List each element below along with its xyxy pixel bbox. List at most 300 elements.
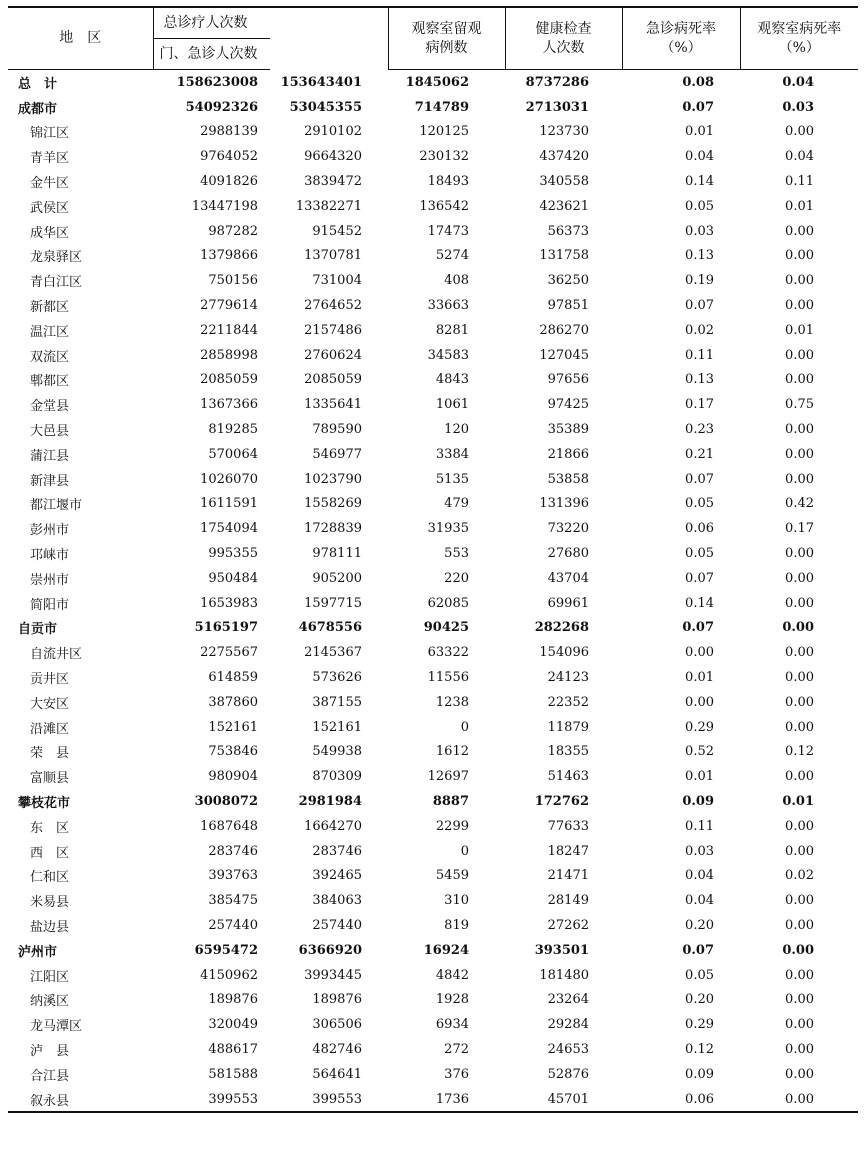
observation-mortality-cell: 0.00 — [785, 992, 814, 1008]
outpatient-emergency-cell: 1728839 — [304, 521, 362, 537]
outpatient-emergency-cell: 9664320 — [304, 149, 362, 165]
table-row — [8, 591, 858, 616]
health-checks-cell: 56373 — [547, 223, 589, 239]
table-row — [8, 864, 858, 889]
emergency-mortality-cell: 0.07 — [682, 99, 714, 115]
table-row — [8, 492, 858, 517]
observation-cases-cell: 714789 — [414, 99, 469, 115]
outpatient-emergency-cell: 3839472 — [304, 174, 362, 190]
total-visits-cell: 750156 — [208, 273, 258, 289]
emergency-mortality-cell: 0.07 — [685, 570, 714, 586]
region-name-cell: 合江县 — [30, 1068, 70, 1084]
observation-cases-cell: 310 — [444, 893, 469, 909]
observation-cases-cell: 31935 — [427, 521, 469, 537]
region-name-cell: 金堂县 — [30, 399, 70, 415]
observation-cases-cell: 819 — [444, 917, 469, 933]
region-name-cell: 温江区 — [30, 324, 70, 340]
emergency-mortality-cell: 0.04 — [685, 893, 714, 909]
observation-cases-cell: 376 — [444, 1066, 469, 1082]
observation-mortality-cell: 0.42 — [785, 496, 814, 512]
emergency-mortality-cell: 0.13 — [685, 372, 714, 388]
health-checks-cell: 172762 — [534, 794, 589, 809]
observation-cases-cell: 3384 — [435, 446, 469, 462]
region-name-cell: 大邑县 — [30, 424, 70, 440]
table-row — [8, 144, 858, 169]
table-row — [8, 95, 858, 120]
total-visits-cell: 570064 — [208, 446, 258, 462]
health-checks-cell: 69961 — [547, 595, 589, 611]
total-visits-cell: 488617 — [208, 1041, 258, 1057]
region-name-cell: 贡井区 — [30, 672, 70, 688]
health-checks-cell: 21866 — [547, 446, 589, 462]
emergency-mortality-cell: 0.05 — [685, 967, 714, 983]
observation-cases-cell: 2299 — [435, 818, 469, 834]
table-row — [8, 417, 858, 442]
outpatient-emergency-cell: 2145367 — [304, 645, 362, 661]
region-name-cell: 崇州市 — [30, 572, 70, 588]
outpatient-emergency-cell: 1335641 — [304, 397, 362, 413]
outpatient-emergency-cell: 915452 — [312, 223, 362, 239]
table-row — [8, 888, 858, 913]
observation-mortality-cell: 0.04 — [785, 149, 814, 165]
total-visits-cell: 4150962 — [200, 967, 258, 983]
observation-cases-cell: 5274 — [435, 248, 469, 264]
outpatient-emergency-cell: 546977 — [312, 446, 362, 462]
table-row — [8, 219, 858, 244]
region-name-cell: 新津县 — [30, 473, 70, 489]
outpatient-emergency-cell: 731004 — [312, 273, 362, 289]
observation-mortality-cell: 0.01 — [785, 198, 814, 214]
observation-mortality-cell: 0.00 — [785, 422, 814, 438]
region-name-cell: 叙永县 — [8, 1087, 153, 1113]
observation-mortality-cell: 0.17 — [785, 521, 814, 537]
total-visits-cell: 158623008 — [176, 74, 258, 90]
health-checks-cell: 97851 — [547, 298, 589, 314]
outpatient-emergency-cell: 257440 — [312, 917, 362, 933]
table-row — [8, 1087, 858, 1113]
emergency-mortality-cell: 0.14 — [685, 174, 714, 190]
total-visits-cell: 3008072 — [194, 794, 258, 809]
table-row — [8, 665, 858, 690]
observation-mortality-cell: 0.00 — [782, 942, 814, 958]
table-row — [8, 1012, 858, 1037]
health-checks-cell: 123730 — [539, 124, 589, 140]
outpatient-emergency-cell: 1370781 — [304, 248, 362, 264]
emergency-mortality-cell: 0.29 — [685, 1017, 714, 1033]
table-row — [8, 442, 858, 467]
total-visits-cell: 819285 — [208, 422, 258, 438]
observation-mortality-cell: 0.00 — [785, 694, 814, 710]
health-checks-cell: 11879 — [547, 719, 589, 735]
total-visits-cell: 152161 — [208, 719, 258, 735]
outpatient-emergency-cell: 978111 — [312, 546, 362, 562]
table-row — [8, 987, 858, 1012]
observation-cases-cell: 1928 — [435, 992, 469, 1008]
emergency-mortality-cell: 0.00 — [685, 694, 714, 710]
health-checks-cell: 36250 — [547, 273, 589, 289]
emergency-mortality-cell: 0.01 — [685, 670, 714, 686]
table-row — [8, 839, 858, 864]
health-checks-cell: 423621 — [539, 198, 589, 214]
health-checks-cell: 22352 — [547, 694, 589, 710]
region-name-cell: 米易县 — [30, 895, 70, 911]
outpatient-emergency-cell: 2085059 — [304, 372, 362, 388]
outpatient-emergency-cell: 2981984 — [298, 794, 362, 809]
observation-mortality-cell: 0.00 — [785, 769, 814, 785]
region-name-cell: 青白江区 — [30, 275, 83, 291]
table-row — [8, 541, 858, 566]
observation-mortality-cell: 0.00 — [785, 471, 814, 487]
table-row — [8, 814, 858, 839]
health-checks-cell: 340558 — [539, 174, 589, 190]
observation-mortality-cell: 0.00 — [785, 917, 814, 933]
total-visits-cell: 1653983 — [200, 595, 258, 611]
observation-cases-cell: 8887 — [432, 794, 469, 809]
observation-cases-cell: 5459 — [435, 868, 469, 884]
total-visits-cell: 2085059 — [200, 372, 258, 388]
region-name-cell: 攀枝花市 — [18, 796, 71, 811]
header-observation-mortality: 观察室病死率（%） — [740, 7, 858, 70]
observation-mortality-cell: 0.00 — [785, 446, 814, 462]
total-visits-cell: 1611591 — [200, 496, 258, 512]
region-name-cell: 自贡市 — [18, 622, 58, 638]
observation-mortality-cell: 0.00 — [785, 893, 814, 909]
outpatient-emergency-cell: 4678556 — [298, 620, 362, 636]
health-checks-cell: 28149 — [547, 893, 589, 909]
total-visits-cell: 1754094 — [200, 521, 258, 537]
observation-cases-cell: 0 — [460, 719, 469, 735]
region-name-cell: 自流井区 — [30, 647, 83, 663]
observation-mortality-cell: 0.00 — [785, 1017, 814, 1033]
health-checks-cell: 23264 — [547, 992, 589, 1008]
health-checks-cell: 27262 — [547, 917, 589, 933]
outpatient-emergency-cell: 905200 — [312, 570, 362, 586]
outpatient-emergency-cell: 573626 — [312, 670, 362, 686]
outpatient-emergency-cell: 189876 — [312, 992, 362, 1008]
observation-mortality-cell: 0.00 — [785, 843, 814, 859]
outpatient-emergency-cell: 1597715 — [304, 595, 362, 611]
total-visits-cell: 54092326 — [185, 99, 258, 115]
observation-cases-cell: 408 — [444, 273, 469, 289]
observation-cases-cell: 479 — [444, 496, 469, 512]
total-visits-cell: 753846 — [208, 744, 258, 760]
observation-cases-cell: 1612 — [435, 744, 469, 760]
table-row — [8, 392, 858, 417]
statistics-table — [8, 6, 858, 1113]
total-visits-cell: 995355 — [208, 546, 258, 562]
observation-mortality-cell: 0.00 — [785, 124, 814, 140]
health-checks-cell: 97656 — [547, 372, 589, 388]
observation-mortality-cell: 0.00 — [785, 546, 814, 562]
outpatient-emergency-cell: 152161 — [312, 719, 362, 735]
table-body — [8, 70, 858, 1113]
health-checks-cell: 154096 — [539, 645, 589, 661]
observation-cases-cell: 11556 — [427, 670, 469, 686]
table-row — [8, 740, 858, 765]
observation-cases-cell: 230132 — [419, 149, 469, 165]
total-visits-cell: 393763 — [208, 868, 258, 884]
observation-cases-cell: 1238 — [435, 694, 469, 710]
region-name-cell: 锦江区 — [30, 126, 70, 142]
total-visits-cell: 6595472 — [194, 942, 258, 958]
total-visits-cell: 2988139 — [200, 124, 258, 140]
emergency-mortality-cell: 0.01 — [685, 769, 714, 785]
emergency-mortality-cell: 0.07 — [685, 471, 714, 487]
emergency-mortality-cell: 0.05 — [685, 496, 714, 512]
observation-cases-cell: 8281 — [435, 322, 469, 338]
observation-mortality-cell: 0.00 — [785, 273, 814, 289]
emergency-mortality-cell: 0.19 — [685, 273, 714, 289]
total-visits-cell: 257440 — [208, 917, 258, 933]
observation-mortality-cell: 0.00 — [782, 620, 814, 636]
region-name-cell: 成都市 — [18, 101, 58, 117]
observation-cases-cell: 90425 — [423, 620, 469, 636]
total-visits-cell: 4091826 — [200, 174, 258, 190]
header-emergency-mortality: 急诊病死率（%） — [622, 7, 740, 70]
outpatient-emergency-cell: 2157486 — [304, 322, 362, 338]
table-row — [8, 789, 858, 814]
health-checks-cell: 2713031 — [525, 99, 589, 115]
emergency-mortality-cell: 0.12 — [685, 1041, 714, 1057]
region-name-cell: 武侯区 — [30, 200, 70, 216]
emergency-mortality-cell: 0.05 — [685, 546, 714, 562]
table-row — [8, 913, 858, 938]
total-visits-cell: 581588 — [208, 1066, 258, 1082]
outpatient-emergency-cell: 549938 — [312, 744, 362, 760]
region-name-cell: 新都区 — [30, 300, 70, 316]
outpatient-emergency-cell: 870309 — [312, 769, 362, 785]
emergency-mortality-cell: 0.17 — [685, 397, 714, 413]
outpatient-emergency-cell: 1558269 — [304, 496, 362, 512]
health-checks-cell: 8737286 — [525, 74, 589, 90]
emergency-mortality-cell: 0.05 — [685, 198, 714, 214]
observation-cases-cell: 272 — [444, 1041, 469, 1057]
outpatient-emergency-cell: 53045355 — [289, 99, 362, 115]
observation-mortality-cell: 0.04 — [782, 74, 814, 90]
observation-mortality-cell: 0.00 — [785, 818, 814, 834]
region-name-cell: 仁和区 — [30, 870, 70, 886]
health-checks-cell: 282268 — [534, 620, 589, 636]
outpatient-emergency-cell: 564641 — [312, 1066, 362, 1082]
total-visits-cell: 1687648 — [200, 818, 258, 834]
header-total-visits: 总诊疗人次数 — [163, 14, 248, 31]
table-row — [8, 343, 858, 368]
observation-mortality-cell: 0.11 — [785, 174, 814, 190]
health-checks-cell: 53858 — [547, 471, 589, 487]
region-name-cell: 简阳市 — [30, 597, 70, 613]
table-row — [8, 616, 858, 641]
observation-cases-cell: 120 — [444, 422, 469, 438]
table-row — [8, 516, 858, 541]
table-row — [8, 690, 858, 715]
health-checks-cell: 393501 — [534, 942, 589, 958]
region-name-cell: 江阳区 — [30, 969, 70, 985]
emergency-mortality-cell: 0.01 — [685, 124, 714, 140]
total-visits-cell: 950484 — [208, 570, 258, 586]
outpatient-emergency-cell: 399553 — [270, 1087, 388, 1113]
emergency-mortality-cell: 0.06 — [622, 1087, 740, 1113]
table-row — [8, 1062, 858, 1087]
total-visits-cell: 399553 — [153, 1087, 270, 1113]
observation-cases-cell: 120125 — [419, 124, 469, 140]
observation-mortality-cell: 0.01 — [782, 794, 814, 809]
observation-mortality-cell: 0.75 — [785, 397, 814, 413]
total-visits-cell: 2779614 — [200, 298, 258, 314]
health-checks-cell: 51463 — [547, 769, 589, 785]
emergency-mortality-cell: 0.13 — [685, 248, 714, 264]
observation-cases-cell: 34583 — [427, 347, 469, 363]
total-visits-cell: 987282 — [208, 223, 258, 239]
observation-mortality-cell: 0.00 — [785, 967, 814, 983]
emergency-mortality-cell: 0.52 — [685, 744, 714, 760]
health-checks-cell: 437420 — [539, 149, 589, 165]
region-name-cell: 邛崃市 — [30, 548, 70, 564]
region-name-cell: 泸 县 — [30, 1043, 70, 1059]
observation-mortality-cell: 0.00 — [785, 1066, 814, 1082]
observation-cases-cell: 12697 — [427, 769, 469, 785]
observation-mortality-cell: 0.03 — [782, 99, 814, 115]
outpatient-emergency-cell: 2910102 — [304, 124, 362, 140]
health-checks-cell: 131758 — [539, 248, 589, 264]
emergency-mortality-cell: 0.11 — [685, 347, 714, 363]
region-name-cell: 荣 县 — [30, 746, 70, 762]
region-name-cell: 彭州市 — [30, 523, 70, 539]
observation-cases-cell: 17473 — [427, 223, 469, 239]
observation-mortality-cell: 0.00 — [785, 645, 814, 661]
health-checks-cell: 29284 — [547, 1017, 589, 1033]
emergency-mortality-cell: 0.20 — [685, 992, 714, 1008]
region-name-cell: 盐边县 — [30, 919, 70, 935]
total-visits-cell: 614859 — [208, 670, 258, 686]
observation-cases-cell: 4843 — [435, 372, 469, 388]
observation-mortality-cell: 0.00 — [785, 1041, 814, 1057]
health-checks-cell: 286270 — [539, 322, 589, 338]
health-checks-cell: 18247 — [547, 843, 589, 859]
table-row — [8, 120, 858, 145]
table-row — [8, 566, 858, 591]
region-name-cell: 东 区 — [30, 820, 70, 836]
health-checks-cell: 45701 — [505, 1087, 622, 1113]
health-checks-cell: 131396 — [539, 496, 589, 512]
table-row — [8, 318, 858, 343]
emergency-mortality-cell: 0.23 — [685, 422, 714, 438]
total-visits-cell: 385475 — [208, 893, 258, 909]
total-visits-cell: 320049 — [208, 1017, 258, 1033]
observation-cases-cell: 16924 — [423, 942, 469, 958]
observation-cases-cell: 5135 — [435, 471, 469, 487]
outpatient-emergency-cell: 384063 — [312, 893, 362, 909]
header-outpatient-emergency: 门、急诊人次数 — [153, 39, 270, 70]
outpatient-emergency-cell: 1023790 — [304, 471, 362, 487]
emergency-mortality-cell: 0.03 — [685, 223, 714, 239]
region-name-cell: 沿滩区 — [30, 721, 70, 737]
observation-mortality-cell: 0.00 — [785, 719, 814, 735]
observation-mortality-cell: 0.00 — [785, 248, 814, 264]
observation-mortality-cell: 0.00 — [785, 223, 814, 239]
observation-cases-cell: 6934 — [435, 1017, 469, 1033]
outpatient-emergency-cell: 789590 — [312, 422, 362, 438]
observation-cases-cell: 220 — [444, 570, 469, 586]
emergency-mortality-cell: 0.09 — [685, 1066, 714, 1082]
total-visits-cell: 189876 — [208, 992, 258, 1008]
outpatient-emergency-cell: 1664270 — [304, 818, 362, 834]
table-row — [8, 640, 858, 665]
table-row — [8, 169, 858, 194]
total-visits-cell: 13447198 — [191, 198, 258, 214]
outpatient-emergency-cell: 3993445 — [304, 967, 362, 983]
observation-cases-cell: 63322 — [427, 645, 469, 661]
table-row — [8, 268, 858, 293]
total-visits-cell: 2858998 — [200, 347, 258, 363]
emergency-mortality-cell: 0.00 — [685, 645, 714, 661]
health-checks-cell: 27680 — [547, 546, 589, 562]
region-name-cell: 龙泉驿区 — [30, 250, 83, 266]
table-row — [8, 715, 858, 740]
region-name-cell: 泸州市 — [18, 944, 58, 960]
table-row — [8, 764, 858, 789]
table-row — [8, 194, 858, 219]
total-visits-cell: 2275567 — [200, 645, 258, 661]
total-visits-cell: 2211844 — [200, 322, 258, 338]
emergency-mortality-cell: 0.11 — [685, 818, 714, 834]
observation-cases-cell: 136542 — [419, 198, 469, 214]
header-region: 地 区 — [8, 7, 153, 70]
health-checks-cell: 181480 — [539, 967, 589, 983]
health-checks-cell: 21471 — [547, 868, 589, 884]
health-checks-cell: 97425 — [547, 397, 589, 413]
table-row — [8, 963, 858, 988]
region-name-cell: 都江堰市 — [30, 498, 83, 514]
emergency-mortality-cell: 0.09 — [682, 794, 714, 809]
region-name-cell: 成华区 — [30, 225, 70, 241]
health-checks-cell: 24123 — [547, 670, 589, 686]
health-checks-cell: 73220 — [547, 521, 589, 537]
emergency-mortality-cell: 0.03 — [685, 843, 714, 859]
region-name-cell: 西 区 — [30, 845, 70, 861]
emergency-mortality-cell: 0.21 — [685, 446, 714, 462]
health-checks-cell: 35389 — [547, 422, 589, 438]
header-observation-cases: 观察室留观病例数 — [388, 7, 505, 70]
emergency-mortality-cell: 0.06 — [685, 521, 714, 537]
outpatient-emergency-cell: 2764652 — [304, 298, 362, 314]
observation-cases-cell: 1061 — [435, 397, 469, 413]
observation-mortality-cell: 0.00 — [785, 670, 814, 686]
region-name-cell: 富顺县 — [30, 771, 70, 787]
table-row — [8, 938, 858, 963]
health-checks-cell: 52876 — [547, 1066, 589, 1082]
region-name-cell: 金牛区 — [30, 176, 70, 192]
outpatient-emergency-cell: 306506 — [312, 1017, 362, 1033]
observation-mortality-cell: 0.00 — [785, 372, 814, 388]
emergency-mortality-cell: 0.29 — [685, 719, 714, 735]
observation-cases-cell: 18493 — [427, 174, 469, 190]
region-name-cell: 郫都区 — [30, 374, 70, 390]
outpatient-emergency-cell: 392465 — [312, 868, 362, 884]
observation-cases-cell: 1845062 — [405, 74, 469, 90]
observation-mortality-cell: 0.00 — [785, 570, 814, 586]
observation-cases-cell: 62085 — [427, 595, 469, 611]
region-name-cell: 纳溪区 — [30, 994, 70, 1010]
observation-cases-cell: 553 — [444, 546, 469, 562]
observation-mortality-cell: 0.00 — [740, 1087, 858, 1113]
observation-mortality-cell: 0.01 — [785, 322, 814, 338]
region-name-cell: 总 计 — [18, 76, 58, 92]
total-visits-cell: 1026070 — [200, 471, 258, 487]
total-visits-cell: 9764052 — [200, 149, 258, 165]
observation-cases-cell: 0 — [460, 843, 469, 859]
observation-mortality-cell: 0.12 — [785, 744, 814, 760]
table-row — [8, 1037, 858, 1062]
